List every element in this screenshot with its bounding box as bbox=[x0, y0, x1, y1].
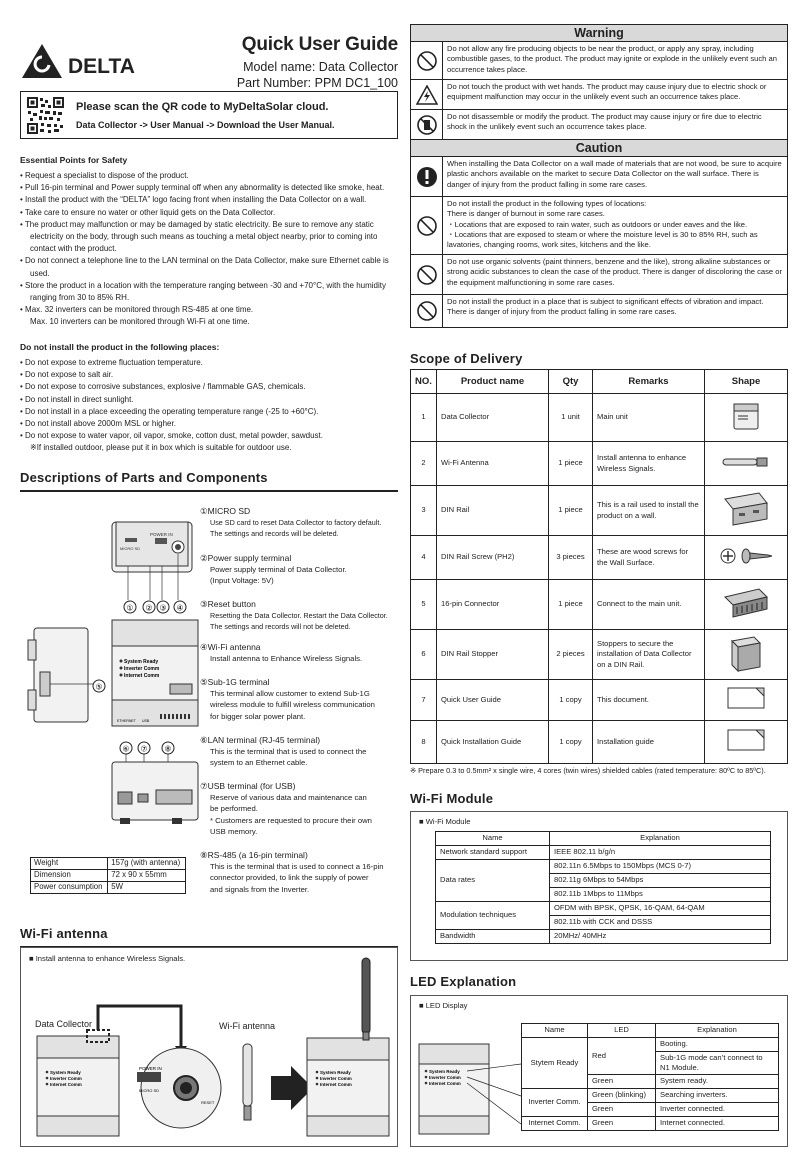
wifi-antenna-title: Wi-Fi antenna bbox=[20, 926, 108, 941]
part-name: MICRO SD bbox=[207, 506, 251, 516]
wifi-module-sub: ■ Wi-Fi Module bbox=[419, 817, 471, 826]
scope-note: ※ Prepare 0.3 to 0.5mm² x single wire, 4 cores (twin wires) shielded cables (rated temperature: 80ºC to 85ºC). bbox=[410, 766, 766, 775]
led-row: Internet Comm. Green Internet connected. bbox=[522, 1117, 779, 1131]
part-item: ③Reset button Resetting the Data Collector. Restart the Data Collector. The settings and records will not be deleted. bbox=[200, 599, 388, 632]
connector-shape-icon bbox=[721, 585, 771, 621]
warning-row: Do not allow any fire producing objects to be near the product, or apply any spray, including combustible gases, to the product. The product may ignite or explode in the unlikely event such an occurrence takes place. bbox=[411, 42, 787, 80]
led-row: Green System ready. bbox=[522, 1075, 779, 1089]
delta-logo bbox=[20, 40, 145, 82]
wifi-row: Bandwidth 20MHz/ 40MHz bbox=[436, 930, 771, 944]
led-sub: ■ LED Display bbox=[419, 1001, 468, 1010]
led-row: Inverter Comm. Green (blinking) Searching inverters. bbox=[522, 1089, 779, 1103]
parts-list bbox=[200, 506, 398, 895]
qr-path: Data Collector -> User Manual -> Download the User Manual. bbox=[76, 120, 335, 130]
prohibited-icon bbox=[416, 215, 438, 237]
wifi-row: 802.11b with CCK and DSSS bbox=[436, 916, 771, 930]
shock-warning-icon bbox=[416, 85, 438, 105]
led-heading bbox=[410, 973, 516, 991]
part-name: Wi-Fi antenna bbox=[207, 642, 261, 652]
part-name: Sub-1G terminal bbox=[207, 677, 270, 687]
svg-text:Internet Comm: Internet Comm bbox=[50, 1082, 82, 1087]
spec-row: Dimension 72 x 90 x 55mm bbox=[31, 869, 186, 881]
place-item: • Do not expose to salt air. bbox=[20, 369, 398, 381]
svg-text:System Ready: System Ready bbox=[50, 1070, 81, 1075]
svg-text:System Ready: System Ready bbox=[429, 1069, 460, 1074]
place-item: • Do not install in a place exceeding the operating temperature range (-25 to +60°C). bbox=[20, 406, 398, 418]
caution-row: Do not install the product in the following types of locations: There is danger of burnout in some rare cases. ・Locations that are exposed to rain water, such as outdoors or under eaves and the like. ・Locations that are exposed to steam or where the moisture level is 30 to 85% RH, such as lavatories, changing rooms, work sites, kitchens and the like. bbox=[411, 197, 787, 255]
places-title: Do not install the product in the following places: bbox=[20, 342, 220, 352]
scope-row: 8 Quick Installation Guide 1 copy Installation guide bbox=[411, 721, 788, 764]
part-name: Power supply terminal bbox=[207, 553, 292, 563]
qr-instruction: Please scan the QR code to MyDeltaSolar cloud. bbox=[76, 101, 329, 113]
led-row: Sub-1G mode can’t connect to N1 Module. bbox=[522, 1052, 779, 1075]
parts-heading bbox=[20, 469, 398, 492]
parts-title: Descriptions of Parts and Components bbox=[20, 470, 268, 485]
callout-6: ⑥ bbox=[122, 744, 130, 754]
wifi-row: Network standard support IEEE 802.11 b/g/n bbox=[436, 846, 771, 860]
scope-row: 7 Quick User Guide 1 copy This document. bbox=[411, 680, 788, 721]
ethernet-port-label: ETHERNET bbox=[117, 719, 136, 723]
part-item: ④Wi-Fi antenna Install antenna to Enhance Wireless Signals. bbox=[200, 642, 363, 664]
safety-section bbox=[20, 155, 398, 329]
wifi-module-box bbox=[410, 811, 788, 961]
antenna-shape-icon bbox=[721, 455, 771, 469]
wifi-module-table: Name Explanation Network standard support IEEE 802.11 b/g/n Data rates 802.11n 6.5Mbps to 150Mbps (MCS 0-7) 802.11g 6Mbps to 54Mbps 802.11b 1Mbps to 11Mbps Modulation techniques OFDM with BPSK, QPSK, 16-QAM, 64-QAM 802.11b with CCK and DSSS Bandwidth 20MHz/ 40MHz bbox=[435, 831, 771, 944]
place-item: • Do not expose to corrosive substances, explosive / flammable GAS, chemicals. bbox=[20, 381, 398, 393]
micro-sd-label: MICRO SD bbox=[120, 546, 140, 551]
qr-banner bbox=[20, 91, 398, 139]
prohibited-icon bbox=[416, 300, 438, 322]
led-system-label: System Ready bbox=[124, 659, 159, 665]
delta-triangle-icon bbox=[22, 44, 62, 78]
part-number: Part Number: PPM DC1_100 bbox=[236, 75, 398, 90]
safety-item: • Pull 16-pin terminal and Power supply terminal off when any abnormality is detected like smoke, heat. bbox=[20, 182, 398, 194]
usb-port-label: USB bbox=[142, 719, 150, 723]
svg-text:RESET: RESET bbox=[201, 1100, 215, 1105]
place-item: • Do not expose to water vapor, oil vapor, smoke, cotton dust, metal powder, sawdust. bbox=[20, 430, 398, 442]
callout-7: ⑦ bbox=[140, 744, 148, 754]
warning-title: Warning bbox=[411, 25, 787, 42]
caution-title: Caution bbox=[411, 140, 787, 157]
wifi-row: Modulation techniques OFDM with BPSK, QPSK, 16-QAM, 64-QAM bbox=[436, 902, 771, 916]
safety-extra: Max. 10 inverters can be monitored through Wi-Fi at one time. bbox=[30, 317, 250, 327]
safety-item: • Do not connect a telephone line to the LAN terminal on the Data Collector, make sure Ethernet cable is used. bbox=[20, 255, 398, 279]
callout-1: ① bbox=[126, 603, 134, 613]
wifi-antenna-label: Wi-Fi antenna bbox=[219, 1021, 276, 1031]
spec-table bbox=[30, 857, 186, 894]
safety-item: • Install the product with the “DELTA” logo facing front when installing the Data Collector on a wall. bbox=[20, 194, 398, 206]
wifi-module-heading bbox=[410, 790, 493, 808]
place-item: • Do not expose to extreme fluctuation temperature. bbox=[20, 357, 398, 369]
spec-row: Power consumption 5W bbox=[31, 881, 186, 893]
caution-row: Do not install the product in a place that is subject to significant effects of vibration and impact. There is danger of injury from the product falling in some rare cases. bbox=[411, 295, 787, 327]
part-name: USB terminal (for USB) bbox=[207, 781, 296, 791]
callout-5: ⑤ bbox=[95, 682, 103, 692]
scope-row: 2 Wi-Fi Antenna 1 piece Install antenna to enhance Wireless Signals. bbox=[411, 442, 788, 486]
callout-8: ⑧ bbox=[164, 744, 172, 754]
guide-title: Quick User Guide bbox=[241, 34, 398, 55]
svg-text:MICRO SD: MICRO SD bbox=[139, 1088, 159, 1093]
qr-code-icon[interactable] bbox=[27, 97, 64, 134]
caution-row: Do not use organic solvents (paint thinners, benzene and the like), strong alkaline substances or strong acidic substances to clean the case of the product. There is danger of discoloring the case or the equipment malfunctioning in some rare cases. bbox=[411, 255, 787, 295]
safety-item: • Store the product in a location with the temperature ranging between -30 and +70°C, with the humidity ranging from 30 to 85% RH. bbox=[20, 280, 398, 304]
wifi-antenna-note: ■ Install antenna to enhance Wireless Signals. bbox=[29, 954, 186, 963]
spec-row: Weight 157g (with antenna) bbox=[31, 858, 186, 870]
caution-row: When installing the Data Collector on a wall made of materials that are not wood, be sure to acquire plastic anchors available on the market to secure Data Collector on the wall surface. There is danger of injury from the product falling in some rare cases. bbox=[411, 157, 787, 197]
safety-item: • Request a specialist to dispose of the product. bbox=[20, 170, 398, 182]
guide-header bbox=[237, 32, 398, 91]
part-item: ⑤Sub-1G terminal This terminal allow customer to extend Sub-1G wireless module to fulfill wireless communication for bigger solar power plant. bbox=[200, 677, 375, 721]
led-box bbox=[410, 995, 788, 1147]
svg-text:POWER IN: POWER IN bbox=[139, 1066, 162, 1071]
led-table: Name LED Explanation Stytem Ready Red Booting. Sub-1G mode can’t connect to N1 Module. Green System ready. Inverter Comm. Green (blinking) Searching inverters. Green Inverter connected. Internet Comm. Green Internet connected. bbox=[521, 1023, 779, 1131]
wifi-row: 802.11b 1Mbps to 11Mbps bbox=[436, 888, 771, 902]
warning-box bbox=[410, 24, 788, 141]
safety-title: Essential Points for Safety bbox=[20, 155, 128, 165]
scope-row: 5 16-pin Connector 1 piece Connect to the main unit. bbox=[411, 580, 788, 630]
led-row: Green Inverter connected. bbox=[522, 1103, 779, 1117]
part-item: ⑧RS-485 (a 16-pin terminal) This is the terminal that is used to connect a 16-pin connector provided, to link the supply of power and signals from the Inverter. bbox=[200, 850, 384, 894]
callout-3: ③ bbox=[159, 603, 167, 613]
wifi-antenna-heading bbox=[20, 925, 398, 948]
svg-text:Internet Comm: Internet Comm bbox=[320, 1082, 352, 1087]
prohibited-icon bbox=[416, 264, 438, 286]
scope-row: 6 DIN Rail Stopper 2 pieces Stoppers to secure the installation of Data Collector on a DIN Rail. bbox=[411, 630, 788, 680]
warning-row: Do not disassemble or modify the product. The product may cause injury or fire due to electric shock in the unlikely event such an occurrence takes place. bbox=[411, 110, 787, 140]
safety-item: • Max. 32 inverters can be monitored through RS-485 at one time. bbox=[20, 304, 398, 316]
led-unit-diagram bbox=[415, 1034, 525, 1144]
document-shape-icon bbox=[724, 726, 768, 754]
exclamation-icon bbox=[416, 166, 438, 188]
svg-text:Internet Comm: Internet Comm bbox=[429, 1081, 461, 1086]
part-item: ①MICRO SD Use SD card to reset Data Collector to factory default. The settings and records will be deleted. bbox=[200, 506, 382, 539]
scope-title: Scope of Delivery bbox=[410, 351, 523, 366]
led-internet-label: Internet Comm bbox=[124, 673, 160, 679]
callout-2: ② bbox=[145, 603, 153, 613]
scope-row: 1 Data Collector 1 unit Main unit bbox=[411, 394, 788, 442]
screw-shape-icon bbox=[718, 546, 774, 566]
wifi-module-title: Wi-Fi Module bbox=[410, 791, 494, 806]
part-name: Reset button bbox=[207, 599, 256, 609]
data-collector-label: Data Collector bbox=[35, 1019, 93, 1029]
scope-header-row: NO. Product name Qty Remarks Shape bbox=[411, 370, 788, 394]
led-row: Stytem Ready Red Booting. bbox=[522, 1038, 779, 1052]
part-name: LAN terminal (RJ-45 terminal) bbox=[207, 735, 321, 745]
wifi-antenna-box bbox=[20, 947, 398, 1147]
model-name: Model name: Data Collector bbox=[243, 59, 398, 74]
data-collector-shape-icon bbox=[731, 401, 761, 431]
power-in-label: POWER IN bbox=[150, 532, 173, 537]
place-item: • Do not install in direct sunlight. bbox=[20, 394, 398, 406]
scope-heading bbox=[410, 350, 788, 368]
svg-text:System Ready: System Ready bbox=[320, 1070, 351, 1075]
places-note: ※If installed outdoor, please put it in box which is suitable for outdoor use. bbox=[30, 443, 292, 453]
callout-4: ④ bbox=[176, 603, 184, 613]
brand-text: DELTA bbox=[68, 55, 135, 78]
safety-item: • Take care to ensure no water or other liquid gets on the Data Collector. bbox=[20, 207, 398, 219]
places-section bbox=[20, 342, 398, 455]
stopper-shape-icon bbox=[724, 633, 768, 673]
parts-diagram bbox=[20, 492, 210, 837]
wifi-row: 802.11g 6Mbps to 54Mbps bbox=[436, 874, 771, 888]
scope-row: 3 DIN Rail 1 piece This is a rail used to install the product on a wall. bbox=[411, 486, 788, 536]
no-disassemble-icon bbox=[416, 114, 438, 136]
din-rail-shape-icon bbox=[721, 491, 771, 527]
part-item: ②Power supply terminal Power supply terminal of Data Collector. (Input Voltage: 5V) bbox=[200, 553, 347, 586]
safety-item: • The product may malfunction or may be damaged by static electricity. Be sure to remove any static electricity on the body, through such means as touching a metal object nearby, prior to coming into contact with the product. bbox=[20, 219, 398, 256]
part-item: ⑥LAN terminal (RJ-45 terminal) This is the terminal that is used to connect the system to an Ethernet cable. bbox=[200, 735, 367, 768]
led-inverter-label: Inverter Comm bbox=[124, 666, 160, 672]
no-fire-icon bbox=[416, 50, 438, 72]
svg-text:Inverter Comm: Inverter Comm bbox=[320, 1076, 352, 1081]
svg-text:Inverter Comm: Inverter Comm bbox=[429, 1075, 461, 1080]
document-shape-icon bbox=[724, 684, 768, 712]
warning-row: Do not touch the product with wet hands. The product may cause injury due to electric shock or equipment malfunction may occur in the unlikely event such an occurrence takes place. bbox=[411, 80, 787, 110]
part-item: ⑦USB terminal (for USB) Reserve of various data and maintenance can be performed. * Customers are requested to procure their own USB memory. bbox=[200, 781, 372, 836]
place-item: • Do not install above 2000m MSL or higher. bbox=[20, 418, 398, 430]
svg-text:Inverter Comm: Inverter Comm bbox=[50, 1076, 82, 1081]
led-title: LED Explanation bbox=[410, 974, 517, 989]
scope-table bbox=[410, 369, 788, 764]
scope-row: 4 DIN Rail Screw (PH2) 3 pieces These are wood screws for the Wall Surface. bbox=[411, 536, 788, 580]
caution-box bbox=[410, 139, 788, 328]
part-name: RS-485 (a 16-pin terminal) bbox=[207, 850, 308, 860]
wifi-row: Data rates 802.11n 6.5Mbps to 150Mbps (MCS 0-7) bbox=[436, 860, 771, 874]
